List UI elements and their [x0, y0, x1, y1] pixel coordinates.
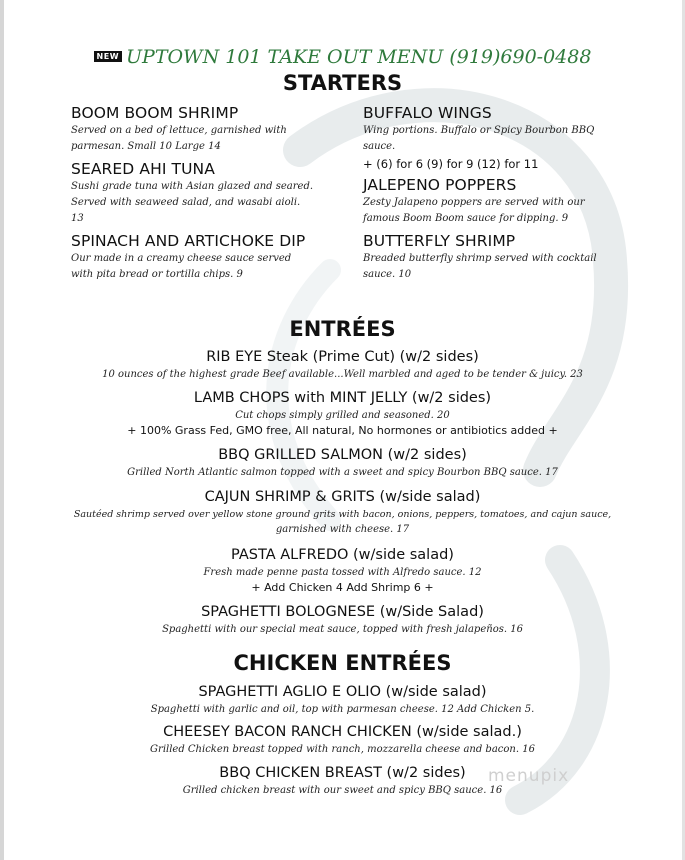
entree-name: SPAGHETTI BOLOGNESE (w/Side Salad)	[201, 604, 484, 620]
chicken-description: Spaghetti with garlic and oil, top with parmesan cheese. 12 Add Chicken 5.	[150, 704, 535, 715]
chicken-description: Grilled chicken breast with our sweet and spicy BBQ sauce. 16	[182, 785, 503, 796]
entree-description: Grilled North Atlantic salmon topped with a sweet and spicy Bourbon BBQ sauce. 17	[127, 467, 558, 478]
starter-item	[363, 175, 603, 227]
starter-name: SPINACH AND ARTICHOKE DIP	[71, 232, 306, 250]
menu-header	[0, 46, 685, 68]
entree-item	[0, 602, 685, 637]
chicken-name: SPAGHETTI AGLIO E OLIO (w/side salad)	[198, 684, 487, 700]
entree-description: 10 ounces of the highest grade Beef available...Well marbled and aged to be tender & juicy. 23	[102, 369, 583, 380]
starter-description: Sushi grade tuna with Asian glazed and seared. Served with seaweed salad, and wasabi aioli. 13	[71, 181, 314, 224]
starter-item	[363, 103, 603, 173]
starter-item	[71, 159, 316, 227]
entree-description-continued: garnished with cheese. 17	[275, 524, 410, 535]
chicken-item	[0, 722, 685, 757]
chicken-item	[0, 763, 685, 798]
wings-sizes: + (6) for 6 (9) for 9 (12) for 11	[363, 157, 539, 171]
chicken-description: Grilled Chicken breast topped with ranch, mozzarella cheese and bacon. 16	[150, 744, 535, 755]
entree-note: + 100% Grass Fed, GMO free, All natural, No hormones or antibiotics added +	[127, 424, 558, 437]
starter-name: BOOM BOOM SHRIMP	[71, 104, 239, 122]
entree-name: PASTA ALFREDO (w/side salad)	[231, 547, 454, 563]
entree-name: RIB EYE Steak (Prime Cut) (w/2 sides)	[206, 349, 479, 365]
new-badge: NEW	[94, 51, 122, 62]
entree-item	[0, 388, 685, 438]
starter-name: JALEPENO POPPERS	[363, 176, 517, 194]
starter-name: BUFFALO WINGS	[363, 104, 492, 122]
chicken-name: BBQ CHICKEN BREAST (w/2 sides)	[219, 765, 466, 781]
starters-right-column	[363, 103, 603, 287]
entree-item	[0, 445, 685, 480]
starter-description: Served on a bed of lettuce, garnished with parmesan. Small 10 Large 14	[71, 125, 287, 152]
entree-note: + Add Chicken 4 Add Shrimp 6 +	[251, 581, 434, 594]
entree-item	[0, 347, 685, 382]
starter-item	[71, 103, 316, 155]
entree-name: LAMB CHOPS with MINT JELLY (w/2 sides)	[193, 390, 492, 406]
watermark: menupix	[488, 766, 570, 786]
entree-description: Cut chops simply grilled and seasoned. 20	[235, 410, 450, 421]
entree-description: Sautéed shrimp served over yellow stone ground grits with bacon, onions, peppers, tomatoes, and cajun sauce,	[73, 509, 612, 520]
starter-description: Breaded butterfly shrimp served with cocktail sauce. 10	[363, 253, 597, 280]
entree-item	[0, 487, 685, 537]
starters-heading: STARTERS	[282, 71, 403, 95]
starter-description: Wing portions. Buffalo or Spicy Bourbon BBQ sauce.	[363, 125, 595, 152]
starter-description: Our made in a creamy cheese sauce served with pita bread or tortilla chips. 9	[71, 253, 292, 280]
entree-description: Spaghetti with our special meat sauce, topped with fresh jalapeños. 16	[162, 624, 523, 635]
entree-name: BBQ GRILLED SALMON (w/2 sides)	[218, 447, 467, 463]
starters-left-column	[71, 103, 316, 287]
starter-description: Zesty Jalapeno poppers are served with our famous Boom Boom sauce for dipping. 9	[363, 197, 585, 224]
entree-description: Fresh made penne pasta tossed with Alfredo sauce. 12	[203, 567, 482, 578]
starter-item	[363, 231, 603, 283]
starter-name: SEARED AHI TUNA	[71, 160, 215, 178]
starter-item	[71, 231, 316, 283]
starter-name: BUTTERFLY SHRIMP	[363, 232, 516, 250]
chicken-entrees-heading: CHICKEN ENTRÉES	[233, 651, 452, 675]
entree-name: CAJUN SHRIMP & GRITS (w/side salad)	[204, 489, 481, 505]
entrees-heading: ENTRÉES	[289, 317, 396, 341]
entree-item	[0, 545, 685, 595]
chicken-item	[0, 682, 685, 717]
menu-title: UPTOWN 101 TAKE OUT MENU (919)690-0488	[126, 46, 592, 68]
chicken-name: CHEESEY BACON RANCH CHICKEN (w/side salad.)	[163, 724, 522, 740]
